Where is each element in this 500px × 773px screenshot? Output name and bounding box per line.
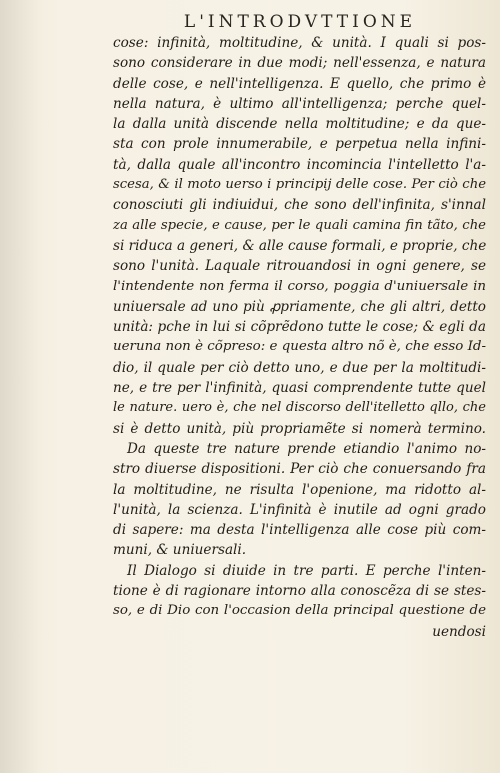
paragraph-2 (113, 439, 486, 561)
text-line: Da queste tre nature prende etiandio l'animo no- (127, 440, 486, 457)
catchword: uendosi (432, 623, 486, 640)
text-line: scesa, & il moto uerso i principij delle cose. Per ciò che (113, 177, 486, 193)
paragraph-3 (113, 561, 486, 622)
text-line: la dalla unità discende nella moltitudine; e da que- (113, 116, 486, 133)
text-line: uniuersale ad uno più ꝓpriamente, che gli altri, detto (113, 298, 486, 315)
text-line: si riduca a generi, & alle cause formali, e proprie, che (113, 237, 487, 254)
text-line: l'intendente non ferma il corso, poggia d'uniuersale in (113, 278, 486, 294)
text-line: za alle specie, e cause, per le quali camina fin tãto, che (113, 217, 486, 233)
text-line: ne, e tre per l'infinità, quasi comprendente tutte quel (113, 380, 486, 397)
text-line: tione è di ragionare intorno alla conoscẽza di se stes- (113, 583, 486, 600)
text-line: conosciuti gli indiuidui, che sono dell'infinita, s'innal (113, 197, 486, 214)
body-text (113, 33, 486, 642)
text-line: sta con prole innumerabile, e perpetua nella infini- (113, 136, 486, 153)
text-line: Il Dialogo si diuide in tre parti. E perche l'inten- (127, 562, 486, 579)
gutter-shadow (0, 0, 40, 773)
text-line: cose: infinità, moltitudine, & unità. I quali si pos- (113, 35, 486, 51)
text-line: le nature. uero è, che nel discorso dell'itelletto qllo, che (113, 400, 486, 416)
text-line: so, e di Dio con l'occasion della principal questione de (113, 603, 486, 619)
text-line: unità: pche in lui si cõprẽdono tutte le cose; & egli da (113, 319, 486, 336)
text-line: nella natura, è ultimo all'intelligenza; perche quel- (113, 95, 486, 112)
text-line: sono l'unità. Laquale ritrouandosi in ogni genere, se (113, 258, 486, 275)
running-head: L'INTRODVTTIONE (183, 12, 417, 32)
text-line: si è detto unità, più propriamẽte si nomerà termino. (113, 420, 486, 437)
text-line: delle cose, e nell'intelligenza. E quello, che primo è (113, 75, 486, 92)
text-line: dio, il quale per ciò detto uno, e due per la moltitudi- (113, 359, 486, 376)
text-line: di sapere: ma desta l'intelligenza alle cose più com- (113, 522, 486, 539)
text-line: tà, dalla quale all'incontro incomincia l'intelletto l'a- (113, 156, 486, 173)
paragraph-1 (113, 33, 486, 439)
text-line: stro diuerse dispositioni. Per ciò che conuersando fra (113, 461, 486, 478)
text-line: muni, & uniuersali. (113, 542, 247, 559)
text-line: sono considerare in due modi; nell'essenza, e natura (113, 55, 486, 72)
text-line: l'unità, la scienza. L'infinità è inutile ad ogni grado (113, 501, 486, 518)
text-line: la moltitudine, ne risulta l'openione, ma ridotto al- (113, 481, 486, 498)
text-line: ueruna non è cõpreso: e questa altro nõ è, che esso Id- (113, 339, 486, 355)
